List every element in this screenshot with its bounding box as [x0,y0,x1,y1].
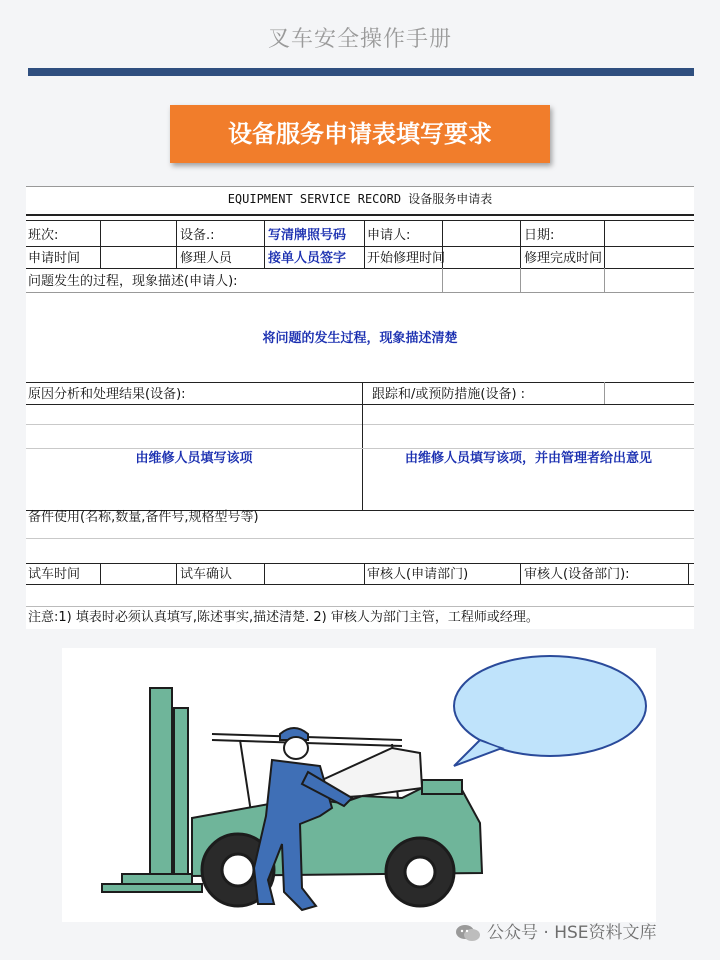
page-title: 叉车安全操作手册 [267,27,452,52]
analysis-label: 原因分析和处理结果(设备): [28,387,186,402]
analysis-hint: 由维修人员填写该项 [135,451,253,466]
watermark [455,918,657,943]
repairer-label: 修理人员 [180,251,233,266]
title-divider [28,68,694,76]
date-label: 日期: [524,228,555,243]
tracking-hint: 由维修人员填写该项，并由管理者给出意见 [404,451,652,466]
section-banner: 设备服务申请表填写要求 [170,105,550,163]
forklift-mechanic-image [62,648,656,922]
test-time-label: 试车时间 [28,567,81,582]
equipment-hint: 写清牌照号码 [268,228,347,243]
test-confirm-label: 试车确认 [180,567,233,582]
parts-label: 备件使用(名称,数量,备件号,规格型号等) [28,510,259,525]
problem-label: 问题发生的过程，现象描述(申请人): [28,274,238,289]
watermark-text: 公众号 · HSE资料文库 [487,923,657,943]
forklift-mast [102,688,202,892]
equipment-label: 设备.: [180,228,215,243]
problem-hint: 将问题的发生过程，现象描述清楚 [262,331,458,346]
shift-label: 班次: [28,228,59,243]
forklift-illustration [62,648,656,922]
finish-repair-label: 修理完成时间 [524,251,603,266]
form-note: 注意:1) 填表时必须认真填写,陈述事实,描述清楚. 2) 审核人为部门主管，工程师或经理。 [28,610,539,625]
service-record-form [26,186,694,629]
wechat-icon [455,923,481,943]
reviewer-equipment-label: 审核人(设备部门): [524,567,630,582]
start-repair-label: 开始修理时间 [367,251,446,266]
repairer-hint: 接单人员签字 [268,251,347,266]
applicant-label: 申请人: [367,228,411,243]
tracking-label: 跟踪和/或预防措施(设备) : [372,387,526,402]
speech-bubble [454,656,646,766]
apply-time-label: 申请时间 [28,251,81,266]
form-title: EQUIPMENT SERVICE RECORD 设备服务申请表 [227,192,493,206]
reviewer-applicant-label: 审核人(申请部门) [367,567,469,582]
